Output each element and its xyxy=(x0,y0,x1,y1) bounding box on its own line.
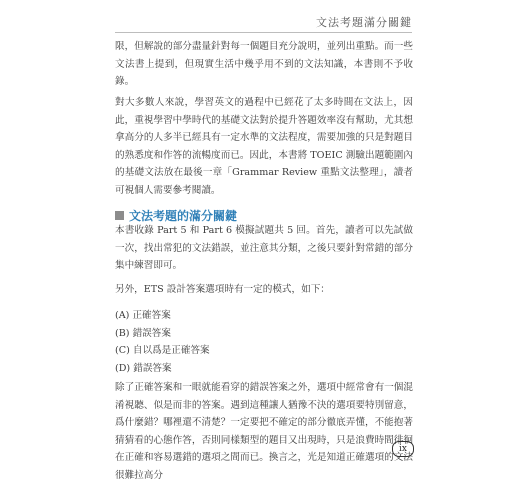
paragraph-confusing-options xyxy=(115,379,413,484)
option-d: (D) 錯誤答案 xyxy=(115,362,172,374)
paragraph-intro xyxy=(115,38,413,91)
paragraph-text: 限，但解說的部分盡量針對每一個題目充分說明，並列出重點。而一些文法書上提到，但現實生活中幾乎用不到的文法知識，本書則不予收錄。 xyxy=(115,41,413,87)
paragraph-practice xyxy=(115,222,413,275)
square-bullet-icon xyxy=(115,211,124,220)
running-header: 文法考題滿分關鍵 xyxy=(316,16,412,29)
paragraph-ets-pattern xyxy=(115,281,413,299)
header-rule xyxy=(115,32,412,33)
option-b: (B) 錯誤答案 xyxy=(115,327,171,339)
option-a: (A) 正確答案 xyxy=(115,310,171,321)
paragraph-text: 本書收錄 Part 5 和 Part 6 模擬試題共 5 回。首先，讀者可以先試做一次，找出常犯的文法錯誤，並注意其分類，之後只要針對常錯的部分集中練習即可。 xyxy=(115,225,413,271)
section-heading-text: 文法考題的滿分關鍵 xyxy=(129,209,238,223)
page-number: ix xyxy=(392,441,414,457)
answer-options-list xyxy=(115,307,210,377)
option-c: (C) 自以爲是正確答案 xyxy=(115,345,210,356)
paragraph-grammar-focus xyxy=(115,94,413,199)
paragraph-text: 對大多數人來說，學習英文的過程中已經花了太多時間在文法上，因此，重視學習中學時代的基礎文法對於提升答題效率沒有幫助，尤其想拿高分的人多半已經具有一定水準的文法程度，需要加強的只是對題目的熟悉度和作答的流暢度而已。因此，本書將 TOEIC 測驗出題範圍內的基礎文法放在最後一章「Grammar Review 重點文法整理」，讀者可視個人需要參考閱讀。 xyxy=(115,97,413,196)
paragraph-text: 除了正確答案和一眼就能看穿的錯誤答案之外，選項中經常會有一個混淆視聽、似是而非的答案。遇到這種讓人猶豫不決的選項要特別留意，爲什麼錯？哪裡還不清楚？一定要把不確定的部分徹底弄懂，不能抱著猜猜看的心態作答，否則同樣類型的題目又出現時，只是浪費時間徘徊在正確和容易選錯的選項之間而已。換言之，光是知道正確選項的文法很難拉高分 xyxy=(115,382,413,481)
paragraph-text: 另外，ETS 設計答案選項時有一定的模式，如下： xyxy=(115,284,330,295)
